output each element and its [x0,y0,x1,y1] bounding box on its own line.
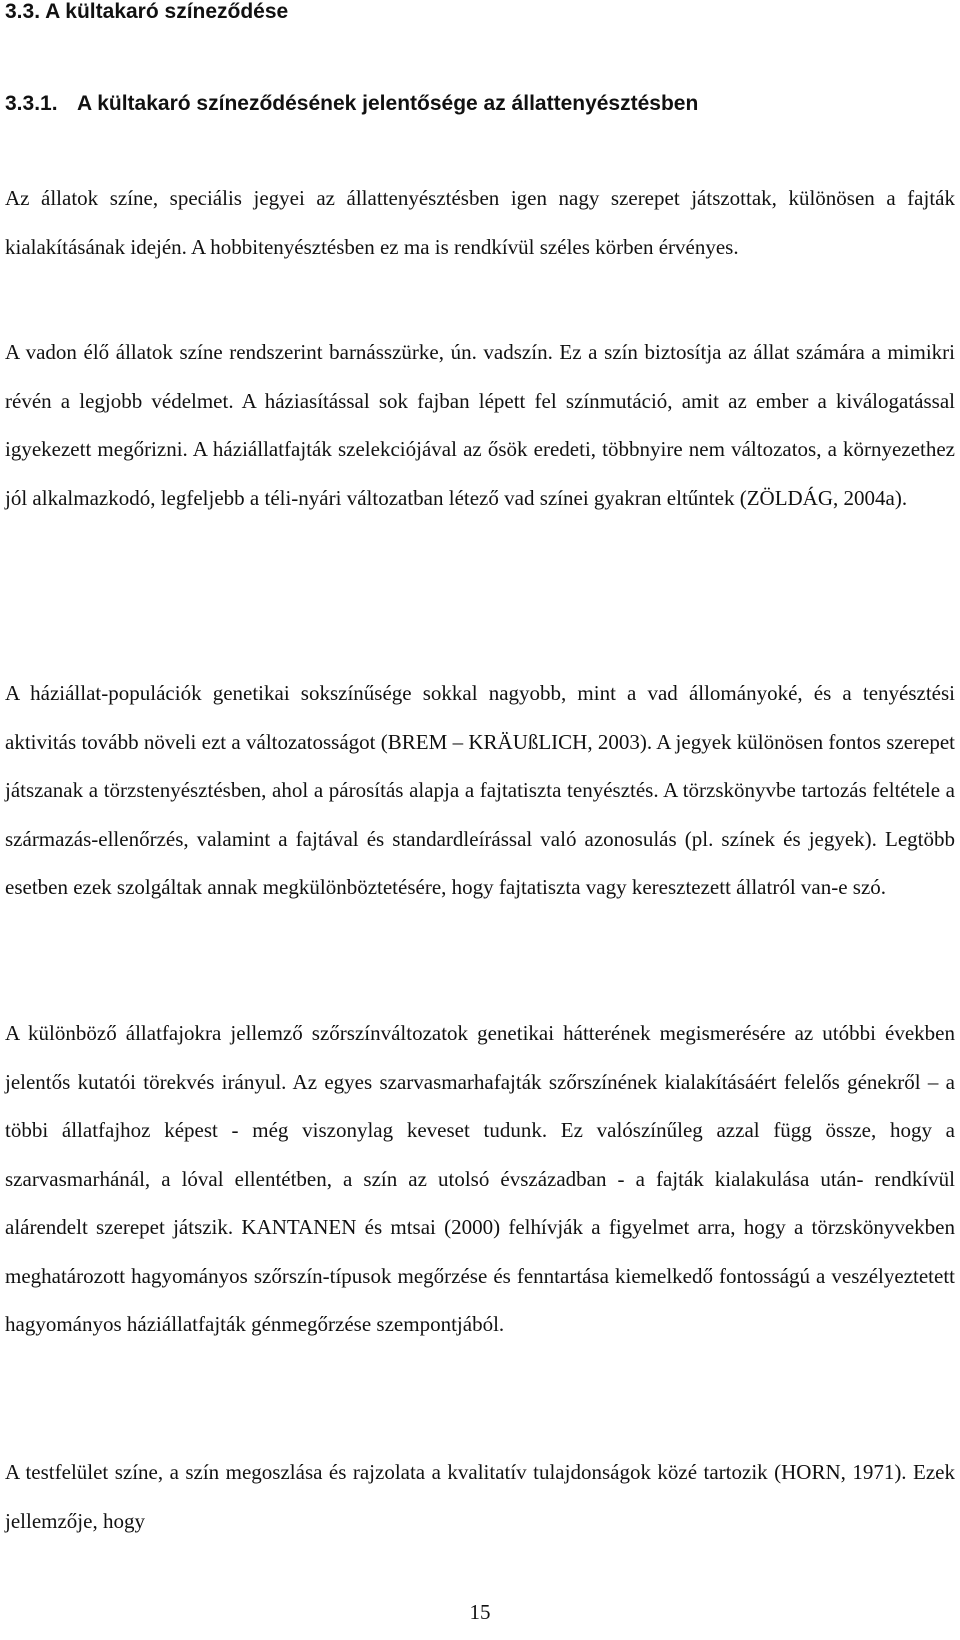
subsection-heading [5,92,698,116]
paragraph: Az állatok színe, speciális jegyei az állattenyésztésben igen nagy szerepet játszottak, különösen a fajták kialakításának idején. A hobbitenyésztésben ez ma is rendkívül széles körben érvényes. [5,186,955,259]
paragraph: A különböző állatfajokra jellemző szőrszínváltozatok genetikai hátterének megismerésére az utóbbi években jelentős kutatói törekvés irányul. Az egyes szarvasmarhafajták szőrszínének kialakításáért felelős génekről – a többi állatfajhoz képest - még viszonylag keveset tudunk. Ez valószínűleg azzal függ össze, hogy a szarvasmarhánál, a lóval ellentétben, a szín az utolsó évszázadban - a fajták kialakulása után- rendkívül alárendelt szerepet játszik. KANTANEN és mtsai (2000) felhívják a figyelmet arra, hogy a törzskönyvekben meghatározott hagyományos szőrszín-típusok megőrzése és fenntartása kiemelkedő fontosságú a veszélyeztetett hagyományos háziállatfajták génmegőrzése szempontjából. [5,1021,955,1336]
section-heading: 3.3. A kültakaró színeződése [5,0,289,23]
paragraph: A vadon élő állatok színe rendszerint barnásszürke, ún. vadszín. Ez a szín biztosítja az állat számára a mimikri révén a legjobb védelmet. A háziasítással sok fajban lépett fel színmutáció, amit az ember a kiválogatással igyekezett megőrizni. A háziállatfajták szelekciójával az ősök eredeti, többnyire nem változatos, a környezethez jól alkalmazkodó, legfeljebb a téli-nyári változatban létező vad színei gyakran eltűntek (ZÖLDÁG, 2004a). [5,340,955,510]
subsection-title: A kültakaró színeződésének jelentősége az állattenyésztésben [77,92,699,115]
paragraph: A háziállat-populációk genetikai sokszínűsége sokkal nagyobb, mint a vad állományoké, és a tenyésztési aktivitás tovább növeli ezt a változatosságot (BREM – KRÄUßLICH, 2003). A jegyek különösen fontos szerepet játszanak a törzstenyésztésben, ahol a párosítás alapja a fajtatiszta tenyésztés. A törzskönyvbe tartozás feltétele a származás-ellenőrzés, valamint a fajtával és standardleírással való azonosulás (pl. színek és jegyek). Legtöbb esetben ezek szolgáltak annak megkülönböztetésére, hogy fajtatiszta vagy keresztezett állatról van-e szó. [5,681,955,899]
subsection-number: 3.3.1. [5,92,58,115]
page-number: 15 [469,1600,491,1624]
paragraph: A testfelület színe, a szín megoszlása és rajzolata a kvalitatív tulajdonságok közé tartozik (HORN, 1971). Ezek jellemzője, hogy [5,1460,955,1533]
